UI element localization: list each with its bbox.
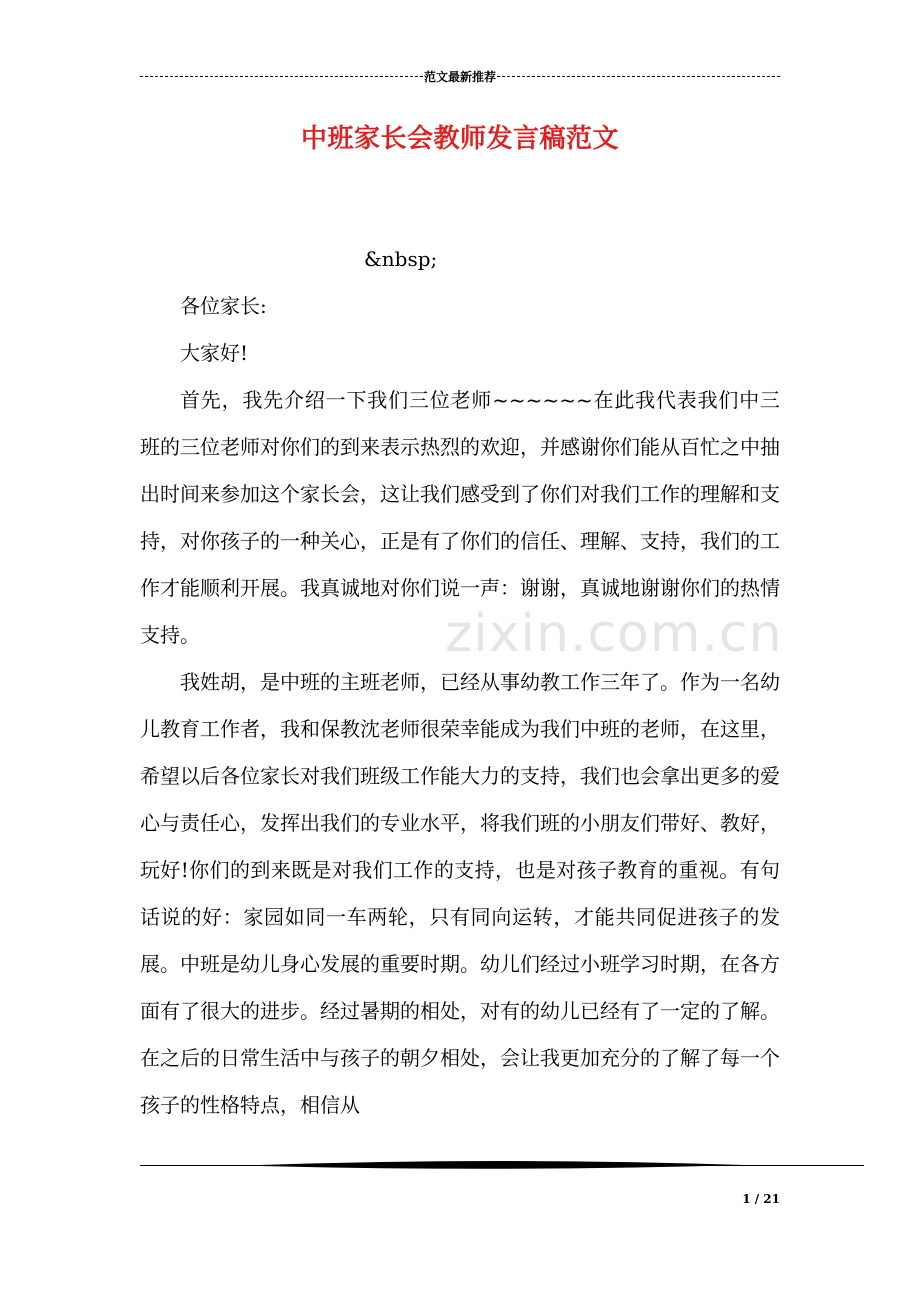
header-dash-left	[140, 76, 423, 77]
footer-rule	[140, 1159, 864, 1173]
paragraph-greeting-parents: 各位家长:	[180, 294, 267, 318]
paragraph-self-introduction: 我姓胡，是中班的主班老师，已经从事幼教工作三年了。作为一名幼儿教育工作者，我和保教沈老师很荣幸能成为我们中班的老师，在这里，希望以后各位家长对我们班级工作能大力的支持，我们也会拿出更多的爱心与责任心，发挥出我们的专业水平，将我们班的小朋友们带好、教好，玩好!你们的到来既是对我们工作的支持，也是对孩子教育的重视。有句话说的好：家园如同一车两轮，只有同向运转，才能共同促进孩子的发展。中班是幼儿身心发展的重要时期。幼儿们经过小班学习时期，在各方面有了很大的进步。经过暑期的相处，对有的幼儿已经有了一定的了解。在之后的日常生活中与孩子的朝夕相处，会让我更加充分的了解了每一个孩子的性格特点，相信从	[140, 670, 780, 1117]
page-number: 1 / 21	[742, 1192, 780, 1206]
document-title: 中班家长会教师发言稿范文	[300, 124, 619, 154]
page-header	[140, 66, 780, 86]
document-body	[140, 236, 780, 1129]
header-label: 范文最新推荐	[424, 69, 497, 84]
watermark: zixin.com.cn	[445, 604, 783, 664]
paragraph-greeting-all: 大家好!	[180, 341, 249, 365]
header-dash-right	[497, 76, 780, 77]
paragraph-nbsp: &nbsp;	[364, 247, 438, 271]
paragraph-introduction: 首先，我先介绍一下我们三位老师~~~~~~在此我代表我们中三班的三位老师对你们的到来表示热烈的欢迎，并感谢你们能从百忙之中抽出时间来参加这个家长会，这让我们感受到了你们对我们工作的理解和支持，对你孩子的一种关心，正是有了你们的信任、理解、支持，我们的工作才能顺利开展。我真诚地对你们说一声：谢谢，真诚地谢谢你们的热情支持。	[140, 388, 780, 647]
